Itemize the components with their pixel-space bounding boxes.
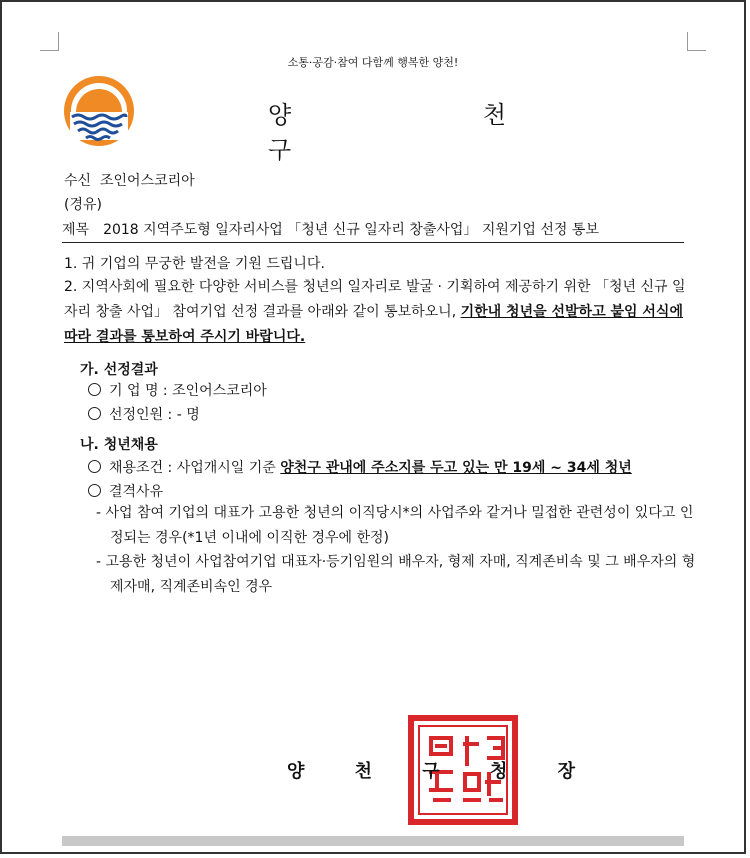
section-a-headcount [88,404,200,424]
bullet-circle-icon [88,407,101,420]
condition-value: 양천구 관내에 주소지를 두고 있는 만 19세 ~ 34세 청년 [280,460,632,476]
disqual-label: 결격사유 [109,484,164,500]
section-a-company [88,380,267,400]
company-value: 조인어스코리아 [172,383,267,399]
recipient-line [64,170,195,190]
section-b-condition [88,457,688,477]
bullet-circle-icon [88,460,101,473]
paragraph-2-emphasis: 기한내 청년을 선발하고 붙임 서식에 따라 결과를 통보하여 주시기 바랍니다. [64,304,683,345]
crop-mark-top-right [687,32,706,51]
subject-label: 제목 [62,222,90,238]
organization-title: 양 천 구 [268,101,598,164]
subject-text: 2018 지역주도형 일자리사업 「청년 신규 일자리 창출사업」 지원기업 선정 통보 [103,222,599,238]
section-b-disqualification [88,481,163,501]
paragraph-2-text: 2. 지역사회에 필요한 다양한 서비스를 청년의 일자리로 발굴 · 기획하여 제공하기 위한 「청년 신규 일자리 창출 사업」 참여기업 선정 결과를 아래와 같이 통보하오니, [64,279,686,320]
crop-mark-top-left [40,32,59,51]
section-a-title: 가. 선정결과 [80,362,158,378]
disqualification-item-2: - 고용한 청년이 사업참여기업 대표자·등기임원의 배우자, 형제 자매, 직계존비속 및 그 배우자의 형제자매, 직계존비속인 경우 [96,554,696,595]
condition-label: 채용조건 : 사업개시일 기준 [109,460,281,476]
company-label: 기 업 명 : [109,383,168,399]
headcount-value: - 명 [176,407,200,423]
bullet-circle-icon [88,383,101,396]
paragraph-1: 1. 귀 기업의 무궁한 발전을 기원 드립니다. [64,256,325,272]
headcount-label: 선정인원 : [109,407,173,423]
subject-line [62,219,684,243]
yangcheon-logo [62,74,136,148]
via-line: (경유) [64,197,102,213]
footer-bar [62,836,684,846]
recipient-value: 조인어스코리아 [99,173,195,189]
section-b-title: 나. 청년채용 [80,437,158,453]
bullet-circle-icon [88,484,101,497]
recipient-label: 수신 [64,173,92,189]
paragraph-2 [64,275,690,350]
disqualification-item-1: - 사업 참여 기업의 대표가 고용한 청년의 이직당시*의 사업주와 같거나 밀접한 관련성이 있다고 인정되는 경우(*1년 이내에 이직한 경우에 한정) [96,505,694,546]
signer: 양 천 구 청 장 [287,761,598,782]
motto: 소통·공감·참여 다함께 행복한 양천! [287,56,459,69]
